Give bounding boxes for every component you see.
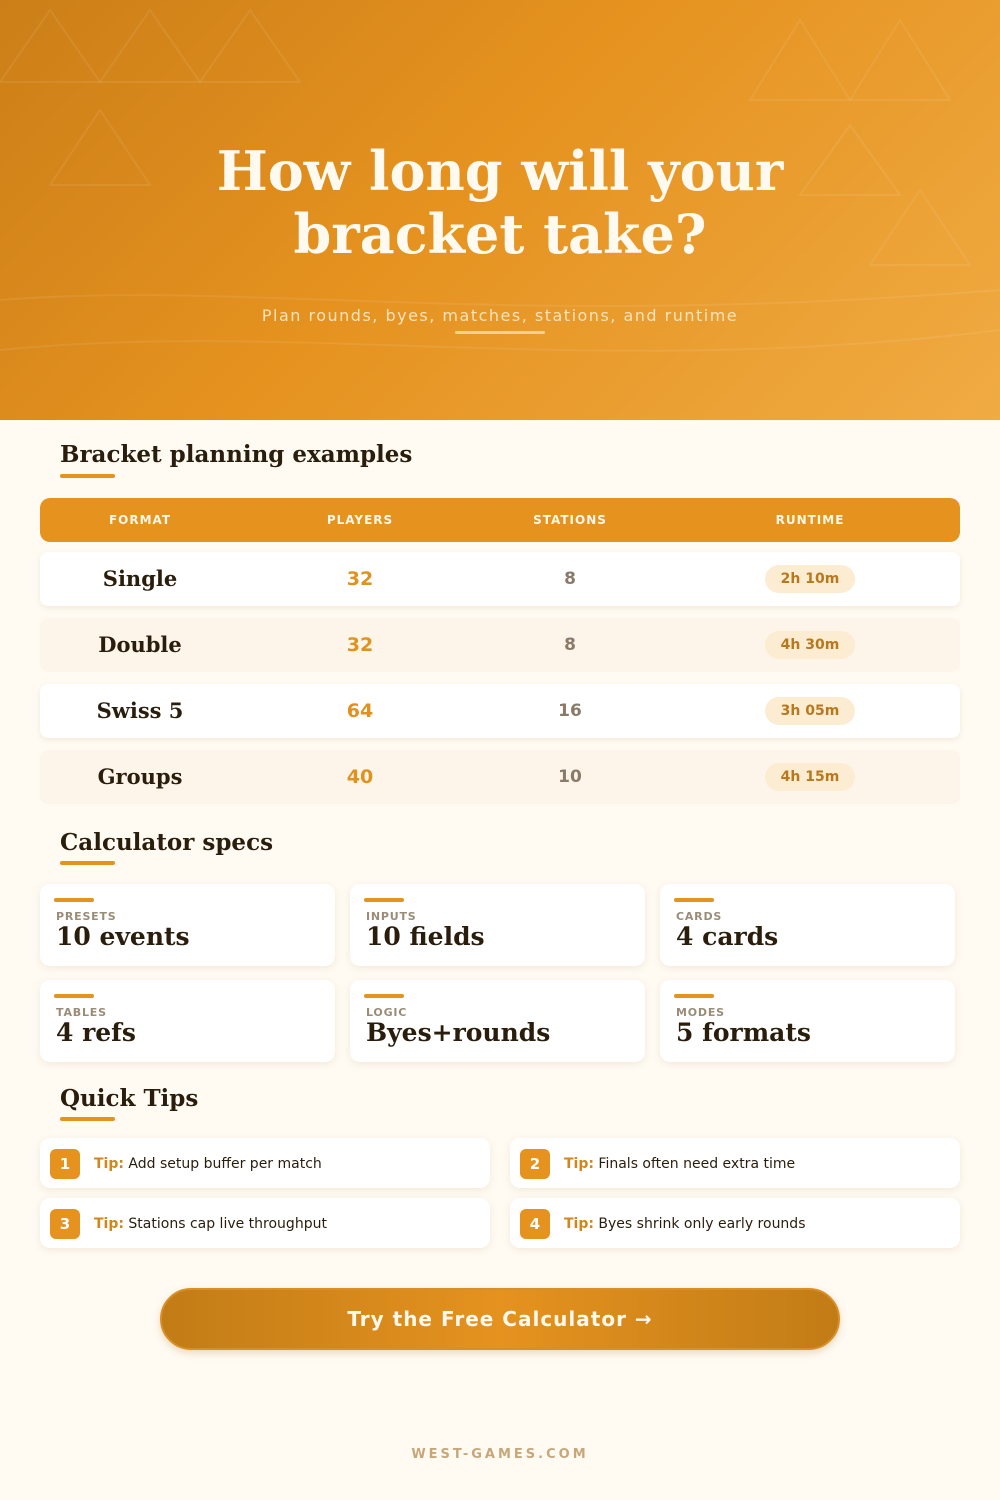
- page-title-line-1: How long will your: [216, 139, 784, 203]
- tip-card: [40, 1198, 490, 1248]
- header-format: FORMAT: [108, 513, 172, 527]
- page-title-line-2: bracket take?: [293, 202, 707, 266]
- spec-accent-bar: [364, 994, 404, 998]
- row-format: Swiss 5: [96, 698, 184, 723]
- row-players: 40: [346, 766, 374, 788]
- tips-title: Quick Tips: [60, 1085, 199, 1112]
- spec-label: TABLES: [56, 1006, 107, 1019]
- spec-accent-bar: [674, 898, 714, 902]
- examples-title: Bracket planning examples: [60, 441, 413, 468]
- specs-title: Calculator specs: [60, 829, 274, 856]
- tip-body: Stations cap live throughput: [128, 1216, 327, 1232]
- spec-card: [40, 884, 335, 966]
- examples-title-underline: [60, 474, 115, 478]
- runtime-badge: 4h 30m: [765, 631, 855, 659]
- row-format: Single: [102, 566, 178, 591]
- tip-text: [564, 1198, 806, 1248]
- spec-label: INPUTS: [366, 910, 417, 923]
- hero-divider: [455, 331, 545, 334]
- spec-accent-bar: [364, 898, 404, 902]
- runtime-badge: 3h 05m: [765, 697, 855, 725]
- row-format: Double: [98, 632, 182, 657]
- tip-body: Add setup buffer per match: [128, 1156, 322, 1172]
- spec-accent-bar: [54, 898, 94, 902]
- spec-card: [660, 980, 955, 1062]
- row-stations: 16: [558, 701, 582, 721]
- header-stations: STATIONS: [533, 513, 607, 527]
- header-runtime: RUNTIME: [775, 513, 845, 527]
- tip-body: Byes shrink only early rounds: [598, 1216, 806, 1232]
- spec-label: LOGIC: [366, 1006, 408, 1019]
- tip-text: [94, 1138, 322, 1188]
- spec-card: [660, 884, 955, 966]
- tip-card: [40, 1138, 490, 1188]
- tip-number-badge: 4: [520, 1209, 550, 1239]
- spec-value: Byes+rounds: [366, 1018, 551, 1047]
- row-format: Groups: [97, 764, 183, 789]
- spec-value: 5 formats: [676, 1018, 811, 1047]
- spec-accent-bar: [54, 994, 94, 998]
- tip-card: [510, 1198, 960, 1248]
- table-row: [40, 618, 960, 672]
- spec-card: [350, 884, 645, 966]
- spec-value: 10 events: [56, 922, 190, 951]
- tip-number-badge: 3: [50, 1209, 80, 1239]
- row-players: 32: [346, 634, 374, 656]
- try-calculator-button[interactable]: Try the Free Calculator →: [160, 1288, 840, 1350]
- hero-banner: [0, 0, 1000, 420]
- tips-title-underline: [60, 1117, 115, 1121]
- table-row: [40, 750, 960, 804]
- spec-value: 4 cards: [676, 922, 779, 951]
- header-players: PLAYERS: [326, 513, 394, 527]
- spec-card: [350, 980, 645, 1062]
- tip-prefix: Tip:: [564, 1156, 594, 1172]
- spec-label: PRESETS: [56, 910, 117, 923]
- tip-card: [510, 1138, 960, 1188]
- examples-table-header: [40, 498, 960, 542]
- specs-title-underline: [60, 861, 115, 865]
- footer-site-link[interactable]: WEST-GAMES.COM: [411, 1447, 589, 1462]
- row-stations: 8: [564, 635, 576, 655]
- tip-prefix: Tip:: [94, 1156, 124, 1172]
- spec-value: 10 fields: [366, 922, 485, 951]
- tip-text: [564, 1138, 795, 1188]
- spec-label: MODES: [676, 1006, 725, 1019]
- runtime-badge: 2h 10m: [765, 565, 855, 593]
- table-row: [40, 684, 960, 738]
- tip-prefix: Tip:: [94, 1216, 124, 1232]
- row-stations: 10: [558, 767, 582, 787]
- tip-prefix: Tip:: [564, 1216, 594, 1232]
- spec-accent-bar: [674, 994, 714, 998]
- table-row: [40, 552, 960, 606]
- row-players: 64: [346, 700, 374, 722]
- runtime-badge: 4h 15m: [765, 763, 855, 791]
- tip-number-badge: 1: [50, 1149, 80, 1179]
- hero-subtitle: Plan rounds, byes, matches, stations, and runtime: [261, 306, 739, 325]
- spec-label: CARDS: [676, 910, 723, 923]
- page-title: [0, 140, 1000, 266]
- tip-body: Finals often need extra time: [598, 1156, 796, 1172]
- tip-number-badge: 2: [520, 1149, 550, 1179]
- spec-card: [40, 980, 335, 1062]
- row-stations: 8: [564, 569, 576, 589]
- spec-value: 4 refs: [56, 1018, 137, 1047]
- row-players: 32: [346, 568, 374, 590]
- tip-text: [94, 1198, 327, 1248]
